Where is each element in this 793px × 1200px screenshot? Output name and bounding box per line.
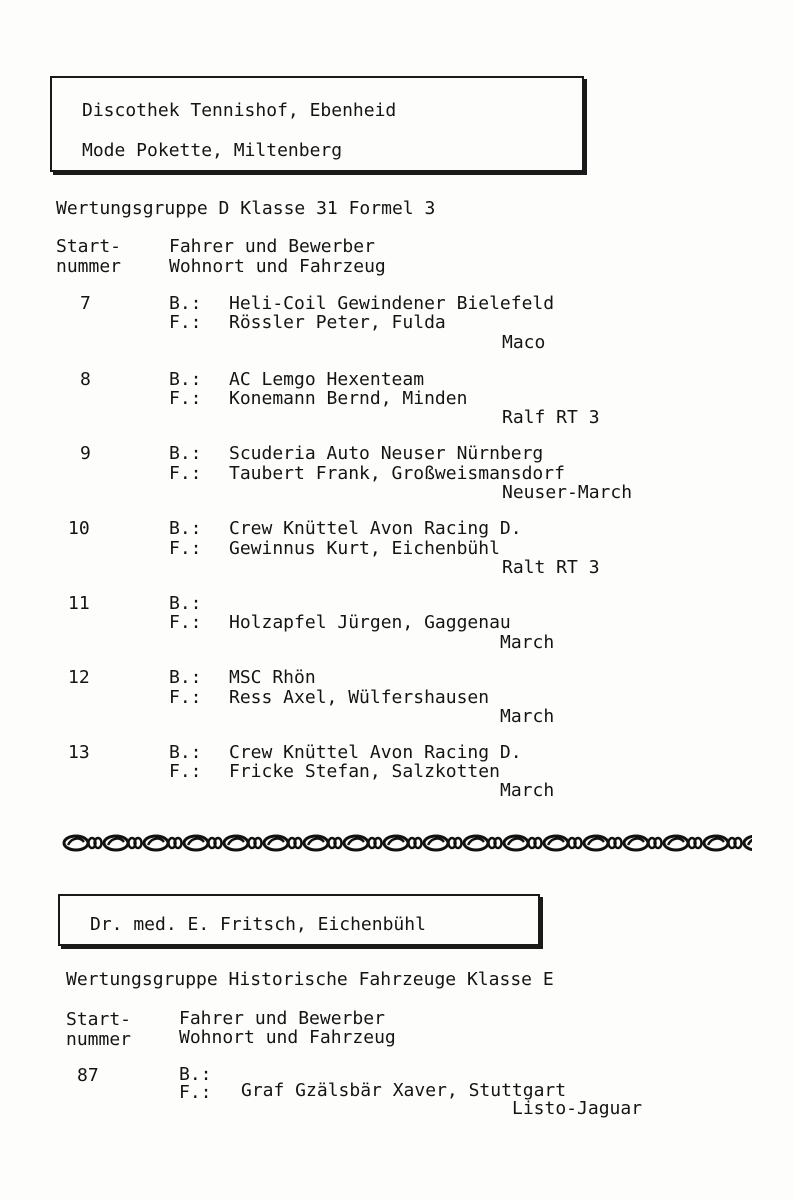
sponsor-line: Discothek Tennishof, Ebenheid	[82, 100, 397, 121]
chain-link-ornament	[664, 836, 702, 850]
fahrer-value: Taubert Frank, Großweismansdorf	[229, 463, 565, 484]
sponsor-line: Dr. med. E. Fritsch, Eichenbühl	[90, 914, 426, 935]
chain-link-ornament	[744, 836, 752, 850]
column-header-startnummer: Start-	[56, 236, 122, 257]
chain-link-ornament	[384, 836, 422, 850]
bewerber-label: B.:	[169, 518, 202, 539]
chain-link-ornament	[424, 836, 462, 850]
bewerber-value: Crew Knüttel Avon Racing D.	[229, 518, 522, 539]
sponsor-box	[50, 76, 584, 172]
start-number: 87	[77, 1065, 99, 1086]
bewerber-label: B.:	[169, 443, 202, 464]
chain-link-ornament	[304, 836, 342, 850]
vehicle: March	[500, 780, 555, 801]
chain-link-ornament	[224, 836, 262, 850]
start-number: 9	[80, 443, 91, 464]
bewerber-label: B.:	[169, 667, 202, 688]
fahrer-value: Graf Gzälsbär Xaver, Stuttgart	[241, 1080, 567, 1101]
bewerber-label: B.:	[179, 1064, 212, 1085]
start-number: 11	[68, 593, 90, 614]
vehicle: Neuser-March	[502, 482, 633, 503]
sponsor-line: Mode Pokette, Miltenberg	[82, 140, 343, 161]
fahrer-value: Rössler Peter, Fulda	[229, 312, 446, 333]
chain-link-ornament	[584, 836, 622, 850]
bewerber-label: B.:	[169, 742, 202, 763]
start-number: 12	[68, 667, 90, 688]
column-header-fahrer: Wohnort und Fahrzeug	[169, 256, 386, 277]
chain-link-ornament	[104, 836, 142, 850]
vehicle: March	[500, 706, 555, 727]
column-header-fahrer: Fahrer und Bewerber	[169, 236, 375, 257]
fahrer-label: F.:	[169, 463, 202, 484]
fahrer-value: Ress Axel, Wülfershausen	[229, 687, 490, 708]
start-number: 8	[80, 369, 91, 390]
fahrer-value: Holzapfel Jürgen, Gaggenau	[229, 612, 511, 633]
fahrer-label: F.:	[169, 687, 202, 708]
vehicle: March	[500, 632, 555, 653]
chain-link-ornament	[464, 836, 502, 850]
bewerber-label: B.:	[169, 293, 202, 314]
start-number: 10	[68, 518, 90, 539]
chain-link-ornament	[184, 836, 222, 850]
fahrer-label: F.:	[179, 1082, 212, 1103]
bewerber-label: B.:	[169, 593, 202, 614]
fahrer-value: Konemann Bernd, Minden	[229, 388, 468, 409]
vehicle: Ralf RT 3	[502, 407, 600, 428]
column-header-startnummer: nummer	[66, 1029, 132, 1050]
fahrer-label: F.:	[169, 388, 202, 409]
bewerber-value: MSC Rhön	[229, 667, 316, 688]
column-header-fahrer: Fahrer und Bewerber	[179, 1008, 385, 1029]
bewerber-value: AC Lemgo Hexenteam	[229, 369, 425, 390]
chain-link-ornament	[344, 836, 382, 850]
section-title: Wertungsgruppe Historische Fahrzeuge Klasse E	[66, 969, 554, 990]
start-number: 7	[80, 293, 91, 314]
column-header-fahrer: Wohnort und Fahrzeug	[179, 1027, 396, 1048]
sponsor-box	[58, 894, 540, 946]
chain-link-ornament	[624, 836, 662, 850]
bewerber-value: Heli-Coil Gewindener Bielefeld	[229, 293, 555, 314]
vehicle: Maco	[502, 332, 546, 353]
start-number: 13	[68, 742, 90, 763]
column-header-startnummer: nummer	[56, 256, 122, 277]
fahrer-value: Gewinnus Kurt, Eichenbühl	[229, 538, 500, 559]
section-title: Wertungsgruppe D Klasse 31 Formel 3	[56, 198, 436, 219]
bewerber-label: B.:	[169, 369, 202, 390]
chain-link-ornament	[64, 836, 102, 850]
ornamental-divider	[62, 830, 752, 856]
column-header-startnummer: Start-	[66, 1009, 132, 1030]
fahrer-label: F.:	[169, 538, 202, 559]
chain-link-ornament	[504, 836, 542, 850]
fahrer-label: F.:	[169, 612, 202, 633]
fahrer-value: Fricke Stefan, Salzkotten	[229, 761, 500, 782]
bewerber-value: Crew Knüttel Avon Racing D.	[229, 742, 522, 763]
chain-link-ornament	[264, 836, 302, 850]
fahrer-label: F.:	[169, 761, 202, 782]
chain-link-ornament	[144, 836, 182, 850]
fahrer-label: F.:	[169, 312, 202, 333]
chain-link-ornament	[704, 836, 742, 850]
vehicle: Listo-Jaguar	[512, 1098, 643, 1119]
chain-link-ornament	[544, 836, 582, 850]
bewerber-value: Scuderia Auto Neuser Nürnberg	[229, 443, 544, 464]
vehicle: Ralt RT 3	[502, 557, 600, 578]
